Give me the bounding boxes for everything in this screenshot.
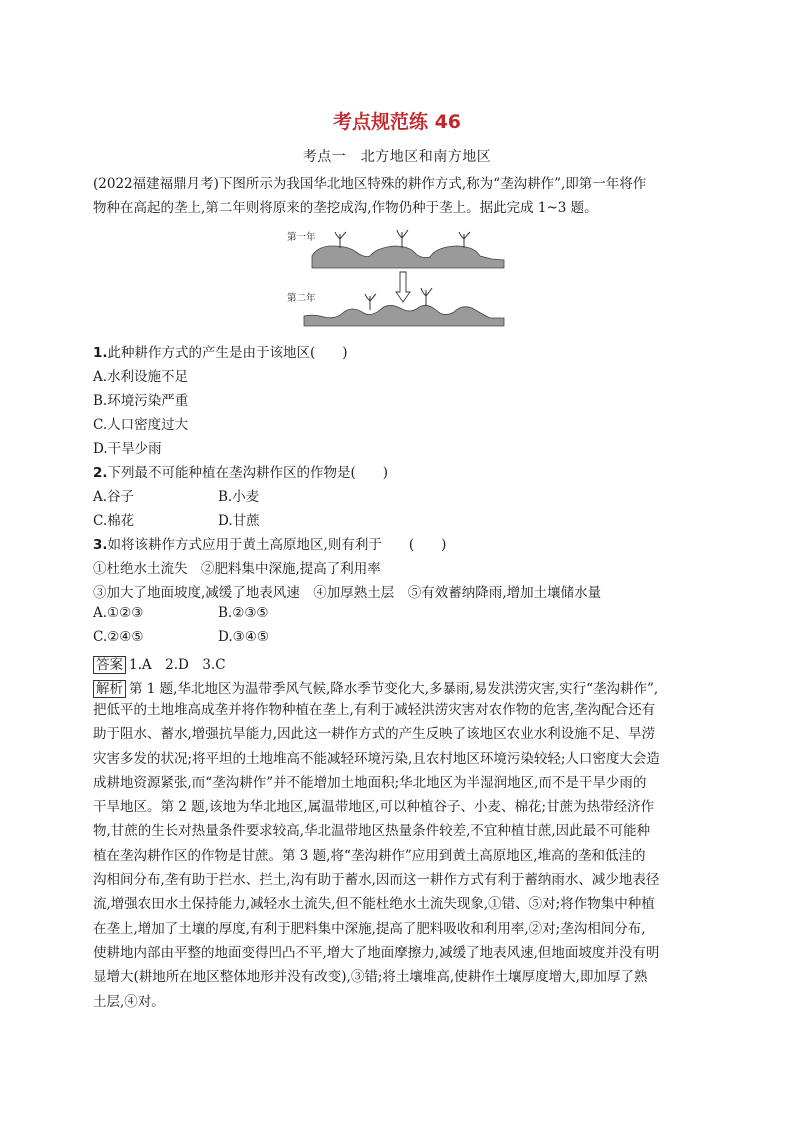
analysis-line: 灾害多发的状况;将平坦的土地堆高不能减轻环境污染,且农村地区环境污染较轻;人口密度大会造 — [93, 750, 660, 767]
q3-statement-line-2: ③加大了地面坡度,减缓了地表风速 ④加厚熟土层 ⑤有效蓄纳降雨,增加土壤储水量 — [93, 585, 602, 601]
question-1-stem: 此种耕作方式的产生是由于该地区( ) — [107, 345, 348, 361]
analysis-label: 解析 — [93, 680, 126, 698]
question-2-number: 2. — [93, 465, 108, 481]
analysis-text-0: 第 1 题,华北地区为温带季风气候,降水季节变化大,多暴雨,易发洪涝灾害,实行“垄沟耕作”, — [129, 681, 659, 697]
question-3-stem: 如将该耕作方式应用于黄土高原地区,则有利于 ( ) — [107, 537, 447, 553]
q3-option-b: B.②③⑤ — [218, 605, 269, 621]
section-heading: 考点一 北方地区和南方地区 — [302, 149, 492, 165]
q1-option-d: D.干旱少雨 — [93, 441, 162, 457]
answer-line — [93, 653, 226, 674]
question-2-stem: 下列最不可能种植在垄沟耕作区的作物是( ) — [107, 465, 389, 481]
question-3 — [93, 533, 446, 553]
q3-statement-line-1: ①杜绝水土流失 ②肥料集中深施,提高了利用率 — [93, 561, 381, 577]
intro-line-1: (2022福建福鼎月考)下图所示为我国华北地区特殊的耕作方式,称为“垄沟耕作”,即第一年将作 — [93, 176, 647, 192]
analysis-line: 在垄上,增加了土壤的厚度,有利于肥料集中深施,提高了肥料吸收和利用率,②对;垄沟相间分布, — [93, 920, 646, 937]
analysis-first-line — [93, 677, 658, 698]
q2-option-c: C.棉花 — [93, 513, 135, 529]
q1-option-b: B.环境污染严重 — [93, 393, 189, 409]
ridge-furrow-diagram — [284, 226, 510, 330]
q1-option-a: A.水利设施不足 — [93, 369, 189, 385]
q3-option-c: C.②④⑤ — [93, 629, 144, 645]
answer-label: 答案 — [93, 656, 126, 674]
analysis-line: 显增大(耕地所在地区整体地形并没有改变),③错;将土壤堆高,使耕作土壤厚度增大,即加厚了熟 — [93, 969, 648, 986]
analysis-line: 把低平的土地堆高成垄并将作物种植在垄上,有利于减轻洪涝灾害对农作物的危害,垄沟配合还有 — [93, 702, 656, 718]
page-title: 考点规范练 46 — [332, 111, 462, 133]
q3-option-a: A.①②③ — [93, 605, 144, 621]
analysis-line: 沟相间分布,垄有助于拦水、拦土,沟有助于蓄水,因而这一耕作方式有利于蓄纳雨水、减少地表径 — [93, 872, 660, 889]
analysis-line: 植在垄沟耕作区的作物是甘蔗。第 3 题,将“垄沟耕作”应用到黄土高原地区,堆高的垄和低洼的 — [93, 847, 646, 864]
q2-option-d: D.甘蔗 — [218, 513, 260, 529]
q1-option-c: C.人口密度过大 — [93, 417, 189, 433]
analysis-line: 助于阻水、蓄水,增强抗旱能力,因此这一耕作方式的产生反映了该地区农业水利设施不足、旱涝 — [93, 726, 656, 743]
question-2 — [93, 461, 388, 481]
year1-profile — [312, 230, 504, 268]
question-1-number: 1. — [93, 345, 108, 361]
q2-option-b: B.小麦 — [218, 489, 260, 505]
question-1 — [93, 341, 348, 361]
down-arrow-icon — [396, 272, 410, 302]
analysis-line: 土层,④对。 — [93, 993, 165, 1010]
analysis-line: 使耕地内部由平整的地面变得凹凸不平,增大了地面摩擦力,减缓了地表风速,但地面坡度并没有明 — [93, 944, 660, 961]
diagram-label-year2: 第二年 — [287, 293, 316, 304]
analysis-line: 物,甘蔗的生长对热量条件要求较高,华北温带地区热量条件较差,不宜种植甘蔗,因此最不可能种 — [93, 823, 651, 840]
analysis-line: 流,增强农田水土保持能力,减轻水土流失,但不能杜绝水土流失现象,①错、⑤对;将作物集中种植 — [93, 896, 655, 913]
q2-option-a: A.谷子 — [93, 489, 135, 505]
answer-text: 1.A 2.D 3.C — [129, 657, 226, 673]
intro-line-2: 物种在高起的垄上,第二年则将原来的垄挖成沟,作物仍种于垄上。据此完成 1~3 题。 — [93, 200, 598, 216]
analysis-line: 成耕地资源紧张,而“垄沟耕作”并不能增加土地面积;华北地区为半湿润地区,而不是干旱少雨的 — [93, 774, 647, 791]
analysis-line: 干旱地区。第 2 题,该地为华北地区,属温带地区,可以种植谷子、小麦、棉花;甘蔗为热带经济作 — [93, 799, 655, 816]
diagram-label-year1: 第一年 — [287, 232, 316, 243]
analysis-body — [93, 698, 705, 1014]
q3-option-d: D.③④⑤ — [218, 629, 269, 645]
question-3-number: 3. — [93, 537, 108, 553]
